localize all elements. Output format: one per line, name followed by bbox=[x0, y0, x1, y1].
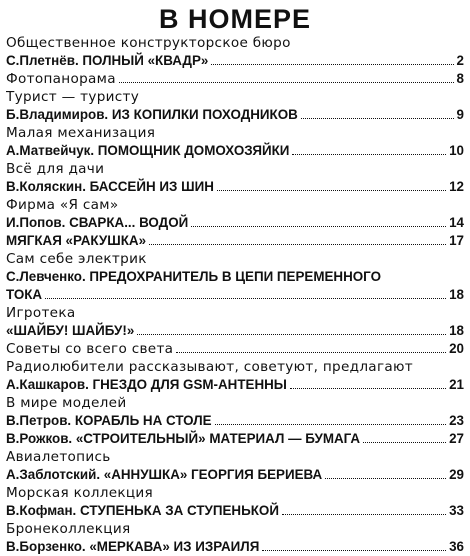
toc-entry-title: Б.Владимиров. ИЗ КОПИЛКИ ПОХОДНИКОВ bbox=[6, 107, 298, 122]
leader-dots bbox=[363, 442, 446, 443]
leader-dots bbox=[119, 82, 454, 83]
leader-dots bbox=[176, 352, 446, 353]
toc-entry[interactable] bbox=[6, 340, 464, 358]
leader-dots bbox=[290, 388, 446, 389]
leader-dots bbox=[301, 118, 454, 119]
page-number: 29 bbox=[449, 467, 464, 482]
leader-dots bbox=[137, 334, 446, 335]
section-heading: Малая механизация bbox=[6, 125, 156, 141]
page-title: В НОМЕРЕ bbox=[158, 4, 312, 34]
section-heading: Авиалетопись bbox=[6, 449, 111, 465]
toc-entry-title: МЯГКАЯ «РАКУШКА» bbox=[6, 233, 147, 248]
leader-dots bbox=[217, 190, 446, 191]
page-number: 18 bbox=[449, 323, 464, 338]
leader-dots bbox=[282, 514, 446, 515]
page-number: 9 bbox=[456, 107, 464, 122]
toc-entry[interactable] bbox=[6, 142, 464, 160]
toc-entry[interactable] bbox=[6, 232, 464, 250]
table-of-contents bbox=[6, 34, 464, 556]
toc-entry[interactable] bbox=[6, 466, 464, 484]
page-number: 27 bbox=[449, 431, 464, 446]
page-number: 17 bbox=[449, 233, 464, 248]
section-heading: Бронеколлекция bbox=[6, 521, 131, 537]
toc-entry-title: «ШАЙБУ! ШАЙБУ!» bbox=[6, 323, 135, 338]
toc-entry[interactable] bbox=[6, 430, 464, 448]
leader-dots bbox=[45, 298, 446, 299]
section-heading: Сам себе электрик bbox=[6, 251, 147, 267]
toc-entry-title: В.Кофман. СТУПЕНЬКА ЗА СТУПЕНЬКОЙ bbox=[6, 503, 279, 518]
toc-entry[interactable] bbox=[6, 106, 464, 124]
toc-entry-title: А.Матвейчук. ПОМОЩНИК ДОМОХОЗЯЙКИ bbox=[6, 143, 290, 158]
page-number: 21 bbox=[449, 377, 464, 392]
section-heading: Фирма «Я сам» bbox=[6, 197, 119, 213]
toc-entry-title: В.Петров. КОРАБЛЬ НА СТОЛЕ bbox=[6, 413, 212, 428]
toc-entry[interactable] bbox=[6, 376, 464, 394]
toc-entry-title: В.Рожков. «СТРОИТЕЛЬНЫЙ» МАТЕРИАЛ — БУМАГА bbox=[6, 431, 361, 446]
section-heading: Игротека bbox=[6, 305, 76, 321]
toc-entry[interactable] bbox=[6, 502, 464, 520]
page-number: 14 bbox=[449, 215, 464, 230]
section-heading: Всё для дачи bbox=[6, 161, 105, 177]
page-number: 8 bbox=[456, 71, 464, 86]
toc-entry-title: В.Коляскин. БАССЕЙН ИЗ ШИН bbox=[6, 179, 214, 194]
toc-entry-title-continued: ТОКА bbox=[6, 287, 43, 302]
page-number: 2 bbox=[456, 53, 464, 68]
toc-entry-title: А.Заблотский. «АННУШКА» ГЕОРГИЯ БЕРИЕВА bbox=[6, 467, 323, 482]
leader-dots bbox=[292, 154, 446, 155]
toc-entry-title: А.Кашкаров. ГНЕЗДО ДЛЯ GSM-АНТЕННЫ bbox=[6, 377, 287, 392]
section-heading: Радиолюбители рассказывают, советуют, предлагают bbox=[6, 359, 413, 375]
toc-entry[interactable] bbox=[6, 70, 464, 88]
section-heading: Турист — туристу bbox=[6, 89, 140, 105]
page-number: 20 bbox=[449, 341, 464, 356]
page-number: 18 bbox=[449, 287, 464, 302]
leader-dots bbox=[215, 424, 447, 425]
toc-entry-title: В.Борзенко. «МЕРКАВА» ИЗ ИЗРАИЛЯ bbox=[6, 539, 260, 554]
leader-dots bbox=[191, 226, 446, 227]
page-number: 36 bbox=[449, 539, 464, 554]
leader-dots bbox=[325, 478, 446, 479]
toc-entry-title: С.Плетнёв. ПОЛНЫЙ «КВАДР» bbox=[6, 53, 209, 68]
toc-entry[interactable] bbox=[6, 322, 464, 340]
section-heading: Морская коллекция bbox=[6, 485, 154, 501]
toc-entry[interactable] bbox=[6, 538, 464, 556]
page-number: 12 bbox=[449, 179, 464, 194]
toc-entry[interactable] bbox=[6, 52, 464, 70]
section-heading: В мире моделей bbox=[6, 395, 127, 411]
toc-entry[interactable] bbox=[6, 286, 464, 304]
leader-dots bbox=[149, 244, 446, 245]
leader-dots bbox=[211, 64, 453, 65]
toc-entry-title: С.Левченко. ПРЕДОХРАНИТЕЛЬ В ЦЕПИ ПЕРЕМЕННОГО bbox=[6, 269, 382, 284]
section-heading: Общественное конструкторское бюро bbox=[6, 35, 291, 51]
page-number: 10 bbox=[449, 143, 464, 158]
toc-entry[interactable] bbox=[6, 214, 464, 232]
toc-entry-title: И.Попов. СВАРКА... ВОДОЙ bbox=[6, 215, 189, 230]
page-number: 33 bbox=[449, 503, 464, 518]
leader-dots bbox=[262, 550, 446, 551]
toc-entry-title: Советы со всего света bbox=[6, 341, 174, 357]
page-number: 23 bbox=[449, 413, 464, 428]
toc-entry[interactable] bbox=[6, 412, 464, 430]
toc-entry-title: Фотопанорама bbox=[6, 71, 116, 87]
toc-entry[interactable] bbox=[6, 178, 464, 196]
